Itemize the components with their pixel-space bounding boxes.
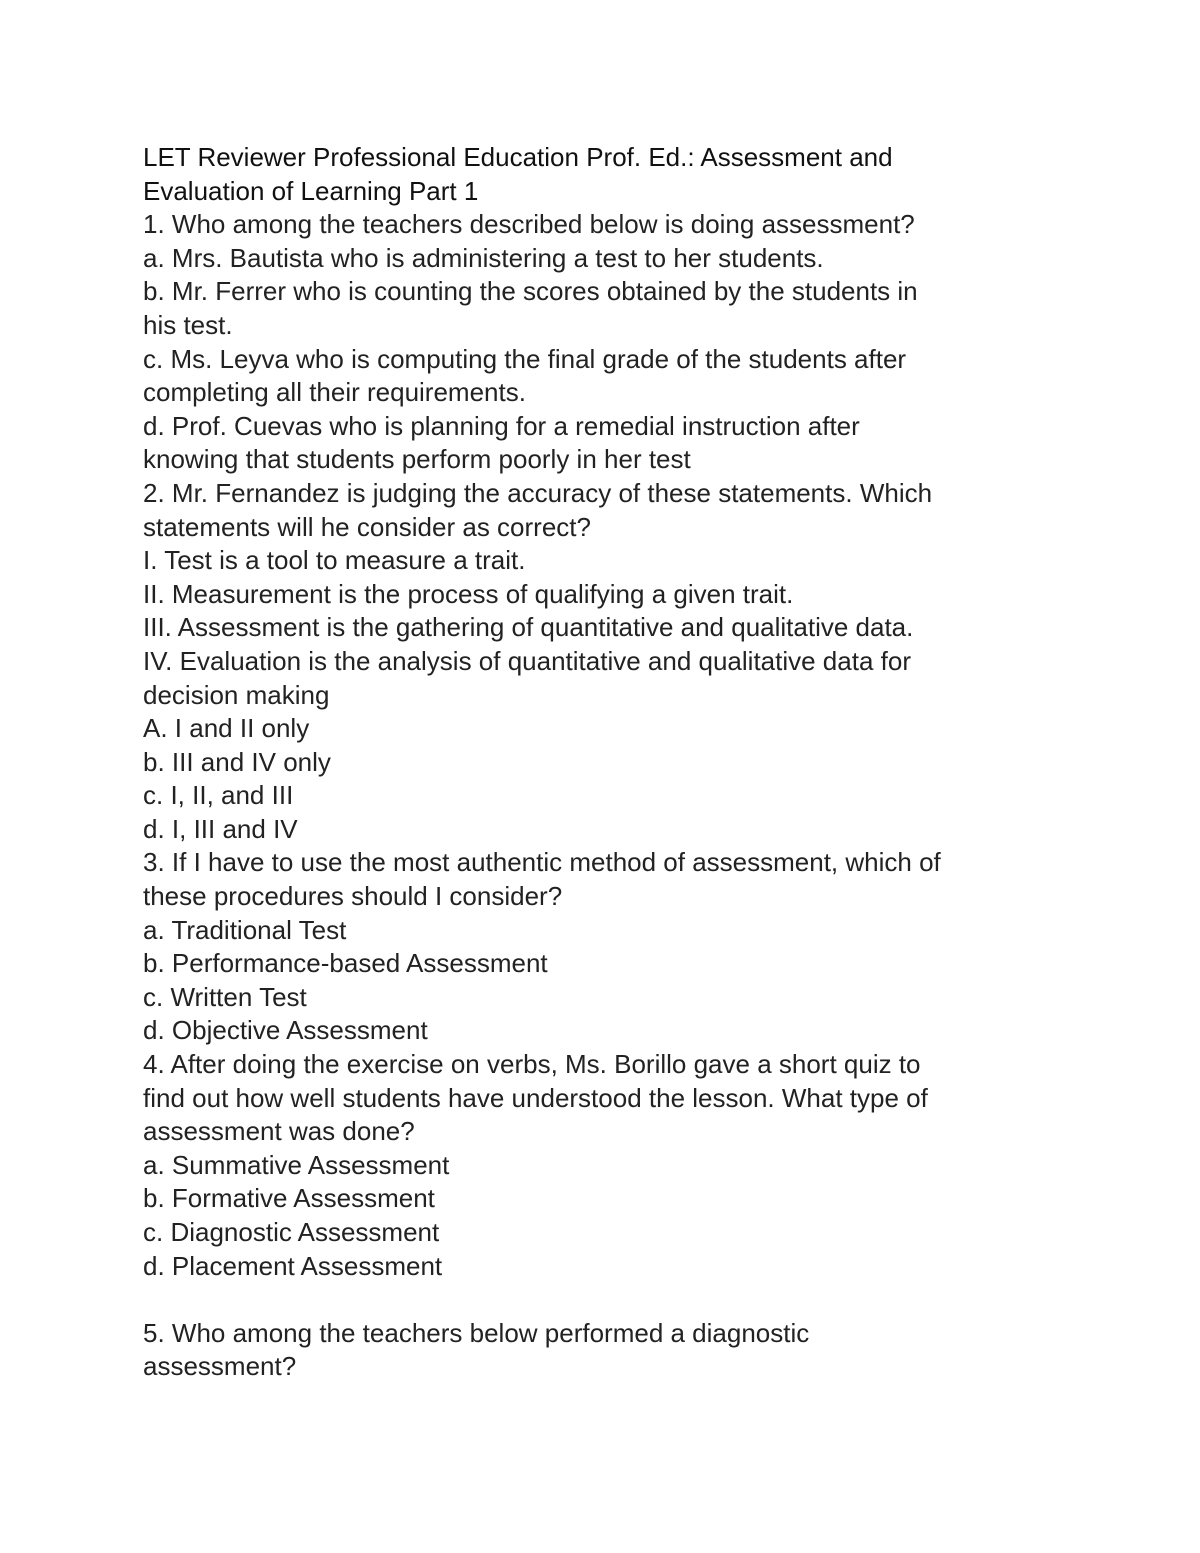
statement-i — [143, 544, 1063, 578]
question-stem: 2. Mr. Fernandez is judging the accuracy of these statements. Which — [143, 477, 933, 508]
option-text: a. Traditional Test — [143, 914, 347, 945]
question-stem: assessment was done? — [143, 1116, 415, 1147]
question-4 — [143, 1048, 1063, 1283]
option-text: b. Performance-based Assessment — [143, 948, 548, 979]
option-text: completing all their requirements. — [143, 377, 526, 408]
option-a — [143, 914, 1063, 948]
question-stem: statements will he consider as correct? — [143, 511, 591, 542]
option-a — [143, 1149, 1063, 1183]
option-text: b. Mr. Ferrer who is counting the scores obtained by the students in — [143, 276, 918, 307]
option-c — [143, 779, 1063, 813]
statement-text: III. Assessment is the gathering of quantitative and qualitative data. — [143, 612, 914, 643]
option-text: c. I, II, and III — [143, 780, 294, 811]
option-text: d. Placement Assessment — [143, 1250, 443, 1281]
option-text: A. I and II only — [143, 713, 310, 744]
option-b — [143, 947, 1063, 981]
statement-text: decision making — [143, 679, 330, 710]
document-body — [143, 141, 1063, 1384]
paragraph-gap — [143, 1283, 1063, 1317]
option-text: b. III and IV only — [143, 746, 331, 777]
question-stem: 4. After doing the exercise on verbs, Ms. Borillo gave a short quiz to — [143, 1049, 921, 1080]
option-b — [143, 275, 1063, 342]
question-3 — [143, 846, 1063, 1048]
document-title — [143, 141, 1063, 208]
option-d — [143, 410, 1063, 477]
option-b — [143, 1182, 1063, 1216]
option-d — [143, 813, 1063, 847]
question-1 — [143, 208, 1063, 477]
option-c — [143, 981, 1063, 1015]
option-text: d. Prof. Cuevas who is planning for a remedial instruction after — [143, 410, 860, 441]
question-5 — [143, 1317, 1063, 1384]
option-text: c. Ms. Leyva who is computing the final grade of the students after — [143, 343, 907, 374]
question-stem: 3. If I have to use the most authentic method of assessment, which of — [143, 847, 941, 878]
question-stem: 1. Who among the teachers described below is doing assessment? — [143, 209, 915, 240]
option-text: c. Written Test — [143, 981, 307, 1012]
statement-text: I. Test is a tool to measure a trait. — [143, 545, 526, 576]
option-text: d. Objective Assessment — [143, 1015, 428, 1046]
statement-iii — [143, 611, 1063, 645]
option-text: c. Diagnostic Assessment — [143, 1217, 440, 1247]
option-a — [143, 242, 1063, 276]
statement-ii — [143, 578, 1063, 612]
statement-iv — [143, 645, 1063, 712]
option-d — [143, 1250, 1063, 1284]
option-b — [143, 746, 1063, 780]
question-stem: find out how well students have understood the lesson. What type of — [143, 1082, 928, 1113]
question-stem: 5. Who among the teachers below performed a diagnostic — [143, 1317, 810, 1348]
option-c — [143, 1216, 1063, 1250]
title-line: LET Reviewer Professional Education Prof. Ed.: Assessment and — [143, 142, 893, 172]
option-d — [143, 1014, 1063, 1048]
statement-text: II. Measurement is the process of qualifying a given trait. — [143, 578, 794, 609]
question-2 — [143, 477, 1063, 847]
option-c — [143, 343, 1063, 410]
option-text: d. I, III and IV — [143, 813, 298, 844]
option-text: his test. — [143, 309, 233, 340]
statement-text: IV. Evaluation is the analysis of quantitative and qualitative data for — [143, 645, 911, 676]
option-text: knowing that students perform poorly in her test — [143, 444, 691, 475]
title-line: Evaluation of Learning Part 1 — [143, 175, 479, 206]
option-text: b. Formative Assessment — [143, 1183, 435, 1214]
question-stem: these procedures should I consider? — [143, 881, 563, 912]
question-stem: assessment? — [143, 1351, 297, 1382]
option-a — [143, 712, 1063, 746]
option-text: a. Summative Assessment — [143, 1149, 450, 1180]
option-text: a. Mrs. Bautista who is administering a test to her students. — [143, 242, 824, 273]
